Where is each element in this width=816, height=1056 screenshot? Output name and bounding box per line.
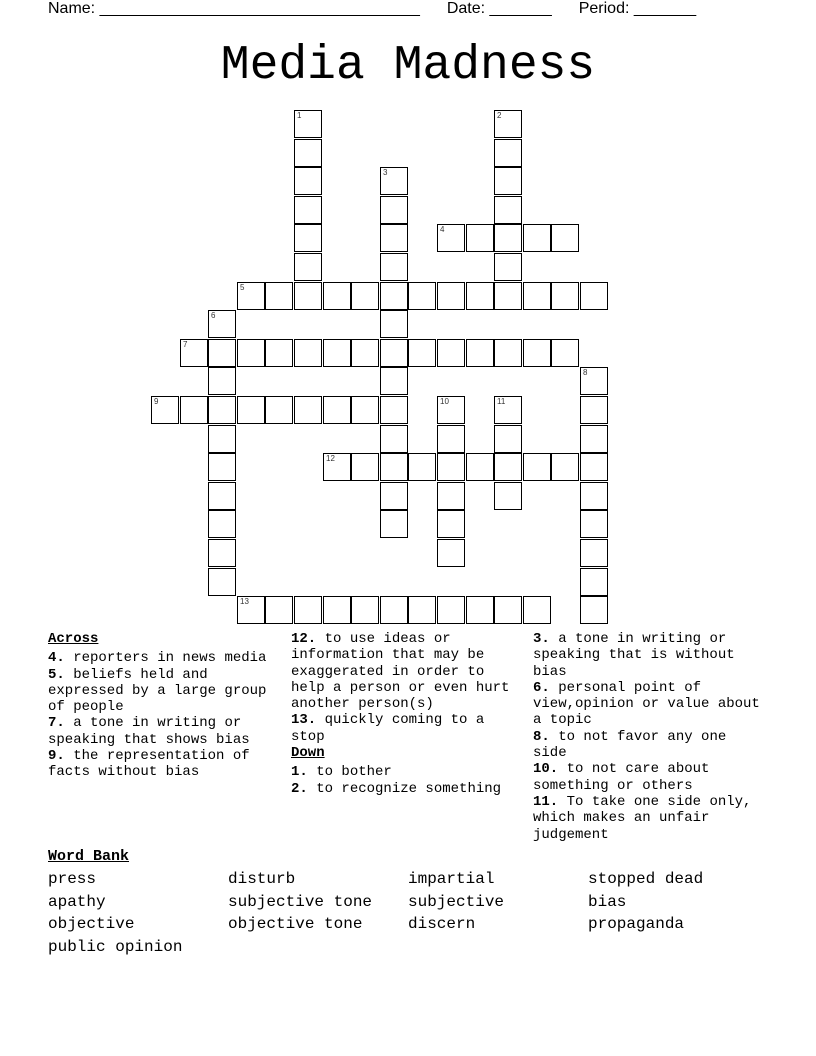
- clue-number: 2: [497, 111, 502, 120]
- grid-cell[interactable]: [294, 253, 322, 281]
- grid-cell[interactable]: [580, 367, 608, 395]
- grid-cell[interactable]: [580, 396, 608, 424]
- grid-cell[interactable]: [380, 396, 408, 424]
- name-field[interactable]: Name: ____________________________________: [48, 0, 420, 17]
- grid-cell[interactable]: [208, 339, 236, 367]
- word-bank-item: subjective tone: [228, 893, 373, 911]
- grid-cell[interactable]: [351, 282, 379, 310]
- grid-cell[interactable]: [494, 167, 522, 195]
- grid-cell[interactable]: [265, 396, 293, 424]
- grid-cell[interactable]: [294, 339, 322, 367]
- word-bank-item: public opinion: [48, 938, 183, 956]
- clue-number: 11: [497, 397, 506, 406]
- grid-cell[interactable]: [523, 453, 551, 481]
- grid-cell[interactable]: [208, 396, 236, 424]
- down-clue: [533, 794, 768, 843]
- grid-cell[interactable]: [494, 482, 522, 510]
- page-title: Media Madness: [220, 39, 596, 93]
- grid-cell[interactable]: [294, 167, 322, 195]
- grid-cell[interactable]: [580, 453, 608, 481]
- clue-number-label: 10.: [533, 761, 559, 778]
- grid-cell[interactable]: [323, 453, 351, 481]
- grid-cell[interactable]: [380, 310, 408, 338]
- grid-cell[interactable]: [551, 453, 579, 481]
- grid-cell[interactable]: [523, 339, 551, 367]
- grid-cell[interactable]: [494, 596, 522, 624]
- grid-cell[interactable]: [437, 224, 465, 252]
- grid-cell[interactable]: [437, 282, 465, 310]
- clue-number: 4: [440, 225, 445, 234]
- down-clue: [533, 680, 768, 729]
- grid-cell[interactable]: [494, 425, 522, 453]
- across-clue: [48, 715, 278, 748]
- grid-cell[interactable]: [380, 196, 408, 224]
- grid-cell[interactable]: [494, 453, 522, 481]
- grid-cell[interactable]: [208, 425, 236, 453]
- across-heading: Across: [48, 631, 99, 647]
- word-bank-item: propaganda: [588, 915, 685, 933]
- clue-text: a tone in writing or speaking that is without bias: [533, 631, 735, 680]
- grid-cell[interactable]: [551, 224, 579, 252]
- grid-cell[interactable]: [294, 110, 322, 138]
- grid-cell[interactable]: [380, 167, 408, 195]
- clue-number: 7: [183, 340, 188, 349]
- word-bank-item: subjective: [408, 893, 505, 911]
- grid-cell[interactable]: [208, 539, 236, 567]
- grid-cell[interactable]: [580, 510, 608, 538]
- grid-cell[interactable]: [380, 224, 408, 252]
- word-bank-item: stopped dead: [588, 870, 704, 888]
- grid-cell[interactable]: [351, 339, 379, 367]
- grid-cell[interactable]: [523, 282, 551, 310]
- down-heading: Down: [291, 745, 325, 762]
- clue-number: 12: [326, 454, 335, 463]
- grid-cell[interactable]: [551, 282, 579, 310]
- grid-cell[interactable]: [437, 510, 465, 538]
- grid-cell[interactable]: [323, 282, 351, 310]
- grid-cell[interactable]: [237, 396, 265, 424]
- grid-cell[interactable]: [494, 224, 522, 252]
- clue-number-label: 6.: [533, 679, 550, 696]
- grid-cell[interactable]: [466, 339, 494, 367]
- clue-number-label: 2.: [291, 780, 308, 797]
- grid-cell[interactable]: [294, 139, 322, 167]
- clue-number: 8: [583, 368, 588, 377]
- grid-cell[interactable]: [580, 482, 608, 510]
- clue-number-label: 9.: [48, 748, 65, 765]
- grid-cell[interactable]: [180, 339, 208, 367]
- clues-column-3: [533, 631, 768, 843]
- grid-cell[interactable]: [408, 282, 436, 310]
- across-clue: [48, 650, 278, 666]
- clue-number-label: 1.: [291, 764, 308, 781]
- clue-number-label: 4.: [48, 650, 65, 667]
- across-clue: [48, 748, 278, 781]
- grid-cell[interactable]: [237, 339, 265, 367]
- grid-cell[interactable]: [208, 453, 236, 481]
- clue-number-label: 12.: [291, 631, 317, 647]
- clue-number-label: 11.: [533, 793, 559, 810]
- clue-text: to bother: [307, 764, 392, 781]
- word-bank-item: objective tone: [228, 915, 363, 933]
- word-bank-item: objective: [48, 915, 135, 933]
- grid-cell[interactable]: [265, 339, 293, 367]
- grid-cell[interactable]: [494, 110, 522, 138]
- across-clue: [291, 631, 521, 712]
- grid-cell[interactable]: [294, 396, 322, 424]
- clue-number: 9: [154, 397, 159, 406]
- grid-cell[interactable]: [380, 453, 408, 481]
- grid-cell[interactable]: [380, 596, 408, 624]
- grid-cell[interactable]: [323, 596, 351, 624]
- grid-cell[interactable]: [351, 596, 379, 624]
- down-clue: [291, 781, 521, 797]
- grid-cell[interactable]: [580, 568, 608, 596]
- grid-cell[interactable]: [380, 482, 408, 510]
- grid-cell[interactable]: [323, 396, 351, 424]
- period-field[interactable]: Period: _______: [578, 0, 697, 17]
- grid-cell[interactable]: [551, 339, 579, 367]
- grid-cell[interactable]: [208, 310, 236, 338]
- grid-cell[interactable]: [351, 453, 379, 481]
- grid-cell[interactable]: [580, 425, 608, 453]
- clue-number: 10: [440, 397, 449, 406]
- grid-cell[interactable]: [466, 596, 494, 624]
- grid-cell[interactable]: [466, 282, 494, 310]
- clue-number-label: 5.: [48, 666, 65, 683]
- word-bank-item: impartial: [408, 870, 495, 888]
- clue-number-label: 13.: [291, 712, 317, 729]
- grid-cell[interactable]: [294, 282, 322, 310]
- word-bank-item: apathy: [48, 893, 106, 911]
- grid-cell[interactable]: [380, 339, 408, 367]
- clue-number-label: 7.: [48, 715, 65, 732]
- grid-cell[interactable]: [380, 253, 408, 281]
- grid-cell[interactable]: [494, 139, 522, 167]
- grid-cell[interactable]: [494, 396, 522, 424]
- word-bank-heading: Word Bank: [48, 848, 130, 865]
- grid-cell[interactable]: [437, 539, 465, 567]
- grid-cell[interactable]: [237, 596, 265, 624]
- grid-cell[interactable]: [294, 224, 322, 252]
- grid-cell[interactable]: [437, 339, 465, 367]
- clue-text: To take one side only, which makes an unfair judgement: [533, 793, 752, 843]
- grid-cell[interactable]: [208, 482, 236, 510]
- grid-cell[interactable]: [294, 596, 322, 624]
- clue-number-label: 8.: [533, 728, 550, 745]
- grid-cell[interactable]: [437, 482, 465, 510]
- grid-cell[interactable]: [466, 453, 494, 481]
- across-clue: [48, 667, 278, 716]
- grid-cell[interactable]: [580, 539, 608, 567]
- grid-cell[interactable]: [265, 282, 293, 310]
- clue-text: personal point of view,opinion or value about a topic: [533, 679, 760, 729]
- grid-cell[interactable]: [580, 282, 608, 310]
- grid-cell[interactable]: [437, 425, 465, 453]
- grid-cell[interactable]: [208, 367, 236, 395]
- grid-cell[interactable]: [294, 196, 322, 224]
- down-clue: [533, 761, 768, 794]
- grid-cell[interactable]: [523, 596, 551, 624]
- clue-number: 1: [297, 111, 302, 120]
- grid-cell[interactable]: [208, 568, 236, 596]
- clues-column-1: [48, 631, 278, 781]
- date-field[interactable]: Date: _______: [446, 0, 552, 17]
- grid-cell[interactable]: [208, 510, 236, 538]
- across-clue: [291, 712, 521, 745]
- grid-cell[interactable]: [323, 339, 351, 367]
- clues-column-2: [291, 631, 521, 797]
- grid-cell[interactable]: [380, 510, 408, 538]
- grid-cell[interactable]: [523, 224, 551, 252]
- grid-cell[interactable]: [180, 396, 208, 424]
- clue-text: to not care about something or others: [533, 761, 710, 794]
- grid-cell[interactable]: [351, 396, 379, 424]
- clue-text: to use ideas or information that may be exaggerated in order to help a person or even hurt another person(s): [291, 631, 510, 713]
- grid-cell[interactable]: [466, 224, 494, 252]
- grid-cell[interactable]: [437, 453, 465, 481]
- grid-cell[interactable]: [408, 596, 436, 624]
- word-bank-item: press: [48, 870, 97, 888]
- clue-number: 5: [240, 283, 245, 292]
- down-clue: [291, 764, 521, 780]
- grid-cell[interactable]: [494, 282, 522, 310]
- clue-number-label: 3.: [533, 631, 550, 647]
- grid-cell[interactable]: [380, 367, 408, 395]
- grid-cell[interactable]: [380, 425, 408, 453]
- clue-number: 3: [383, 168, 388, 177]
- clue-text: the representation of facts without bias: [48, 748, 250, 781]
- clue-text: quickly coming to a stop: [291, 712, 485, 745]
- clue-text: beliefs held and expressed by a large group of people: [48, 666, 267, 716]
- grid-cell[interactable]: [494, 339, 522, 367]
- grid-cell[interactable]: [408, 453, 436, 481]
- grid-cell[interactable]: [494, 253, 522, 281]
- grid-cell[interactable]: [408, 339, 436, 367]
- word-bank-item: bias: [588, 893, 627, 911]
- grid-cell[interactable]: [580, 596, 608, 624]
- clue-text: a tone in writing or speaking that shows bias: [48, 715, 250, 748]
- clue-text: reporters in news media: [64, 650, 267, 667]
- grid-cell[interactable]: [237, 282, 265, 310]
- word-bank-item: discern: [408, 915, 476, 933]
- grid-cell[interactable]: [380, 282, 408, 310]
- grid-cell[interactable]: [494, 196, 522, 224]
- down-clue: [533, 729, 768, 762]
- grid-cell[interactable]: [437, 596, 465, 624]
- clue-text: to recognize something: [307, 780, 502, 797]
- grid-cell[interactable]: [265, 596, 293, 624]
- grid-cell[interactable]: [437, 396, 465, 424]
- grid-cell[interactable]: [151, 396, 179, 424]
- down-clue: [533, 631, 768, 680]
- clue-text: to not favor any one side: [533, 728, 727, 762]
- clue-number: 6: [211, 311, 216, 320]
- word-bank-item: disturb: [228, 870, 296, 888]
- clue-number: 13: [240, 597, 249, 606]
